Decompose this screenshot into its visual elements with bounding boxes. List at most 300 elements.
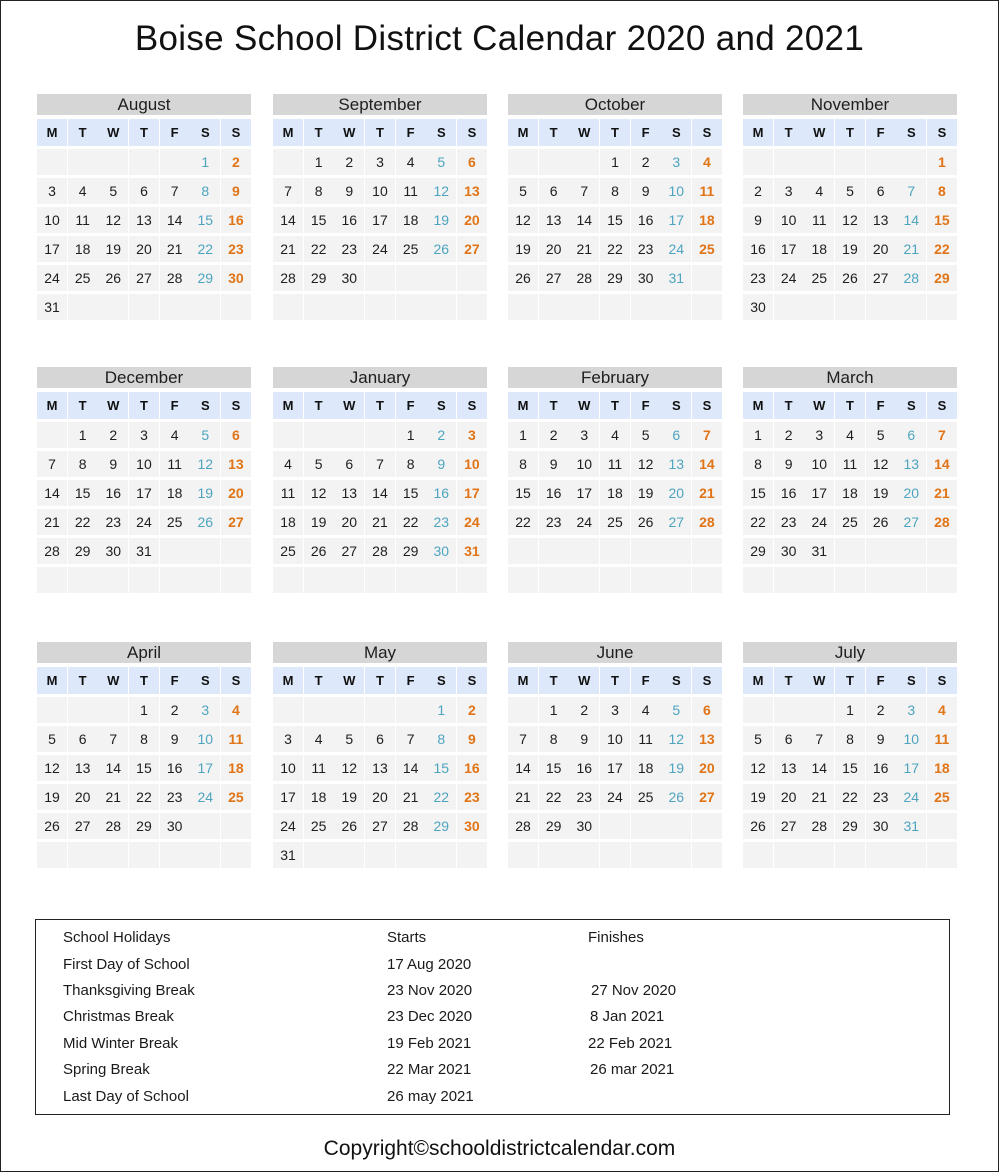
empty-day-cell: [539, 149, 569, 175]
empty-day-cell: [457, 294, 487, 320]
weekday-header: W: [804, 392, 834, 419]
day-cell: 31: [129, 538, 159, 564]
day-cell: 12: [37, 755, 67, 781]
weekday-header: M: [508, 119, 538, 146]
day-cell: 6: [365, 726, 395, 752]
day-cell: 19: [866, 480, 896, 506]
holiday-name: Mid Winter Break: [63, 1035, 179, 1052]
weekday-header: S: [457, 119, 487, 146]
day-cell: 28: [927, 509, 957, 535]
day-cell: 22: [396, 509, 426, 535]
day-cell: 16: [866, 755, 896, 781]
day-cell: 1: [304, 149, 334, 175]
day-cell: 26: [304, 538, 334, 564]
weekday-header: M: [743, 667, 773, 694]
day-cell: 25: [692, 236, 722, 262]
day-cell: 28: [273, 265, 303, 291]
empty-day-cell: [569, 538, 599, 564]
day-cell: 6: [334, 451, 364, 477]
day-cell: 5: [304, 451, 334, 477]
day-cell: 20: [661, 480, 691, 506]
holidays-header-row: [36, 929, 949, 949]
day-cell: 3: [661, 149, 691, 175]
day-cell: 13: [661, 451, 691, 477]
empty-day-cell: [631, 538, 661, 564]
empty-day-cell: [927, 813, 957, 839]
day-cell: 23: [743, 265, 773, 291]
day-cell: 6: [866, 178, 896, 204]
empty-day-cell: [508, 149, 538, 175]
holiday-starts: 26 may 2021: [387, 1088, 474, 1105]
empty-day-cell: [98, 842, 128, 868]
empty-day-cell: [692, 294, 722, 320]
day-cell: 22: [304, 236, 334, 262]
day-cell: 27: [774, 813, 804, 839]
weekday-header: T: [129, 667, 159, 694]
weekday-header: S: [692, 119, 722, 146]
empty-day-cell: [631, 813, 661, 839]
day-cell: 10: [129, 451, 159, 477]
holiday-name: Thanksgiving Break: [63, 982, 195, 999]
day-cell: 17: [804, 480, 834, 506]
day-cell: 9: [743, 207, 773, 233]
weekday-header: T: [304, 667, 334, 694]
day-cell: 27: [866, 265, 896, 291]
empty-day-cell: [927, 538, 957, 564]
day-cell: 21: [396, 784, 426, 810]
holiday-row: [36, 982, 949, 1002]
month-grid: [743, 667, 957, 868]
day-cell: 21: [365, 509, 395, 535]
day-cell: 30: [457, 813, 487, 839]
holiday-starts: 23 Nov 2020: [387, 982, 473, 999]
day-cell: 23: [539, 509, 569, 535]
day-cell: 22: [539, 784, 569, 810]
empty-day-cell: [221, 842, 251, 868]
day-cell: 16: [631, 207, 661, 233]
empty-day-cell: [692, 842, 722, 868]
weekday-header: S: [426, 392, 456, 419]
day-cell: 9: [774, 451, 804, 477]
weekday-header: M: [37, 392, 67, 419]
day-cell: 18: [631, 755, 661, 781]
day-cell: 15: [835, 755, 865, 781]
day-cell: 18: [804, 236, 834, 262]
weekday-header: S: [190, 667, 220, 694]
empty-day-cell: [600, 294, 630, 320]
empty-day-cell: [457, 567, 487, 593]
weekday-header: T: [365, 119, 395, 146]
day-cell: 13: [896, 451, 926, 477]
day-cell: 5: [334, 726, 364, 752]
day-cell: 8: [539, 726, 569, 752]
day-cell: 4: [304, 726, 334, 752]
day-cell: 28: [365, 538, 395, 564]
day-cell: 5: [508, 178, 538, 204]
day-cell: 27: [661, 509, 691, 535]
day-cell: 25: [804, 265, 834, 291]
day-cell: 3: [457, 422, 487, 448]
day-cell: 10: [457, 451, 487, 477]
empty-day-cell: [304, 697, 334, 723]
page-title: Boise School District Calendar 2020 and 2021: [134, 19, 865, 58]
empty-day-cell: [304, 422, 334, 448]
empty-day-cell: [539, 842, 569, 868]
day-cell: 29: [396, 538, 426, 564]
day-cell: 29: [304, 265, 334, 291]
day-cell: 25: [221, 784, 251, 810]
weekday-header: M: [273, 119, 303, 146]
weekday-header: T: [129, 119, 159, 146]
day-cell: 6: [692, 697, 722, 723]
day-cell: 31: [457, 538, 487, 564]
day-cell: 19: [835, 236, 865, 262]
day-cell: 14: [896, 207, 926, 233]
day-cell: 26: [190, 509, 220, 535]
day-cell: 25: [396, 236, 426, 262]
day-cell: 20: [539, 236, 569, 262]
day-cell: 19: [661, 755, 691, 781]
empty-day-cell: [365, 842, 395, 868]
day-cell: 2: [539, 422, 569, 448]
day-cell: 23: [569, 784, 599, 810]
weekday-header: T: [68, 667, 98, 694]
day-cell: 20: [866, 236, 896, 262]
day-cell: 13: [68, 755, 98, 781]
empty-day-cell: [774, 697, 804, 723]
day-cell: 19: [98, 236, 128, 262]
day-cell: 23: [774, 509, 804, 535]
day-cell: 15: [396, 480, 426, 506]
day-cell: 5: [98, 178, 128, 204]
day-cell: 15: [539, 755, 569, 781]
day-cell: 11: [927, 726, 957, 752]
holiday-starts: 23 Dec 2020: [387, 1008, 473, 1025]
day-cell: 7: [273, 178, 303, 204]
day-cell: 28: [508, 813, 538, 839]
month-name: May: [273, 642, 487, 663]
day-cell: 12: [508, 207, 538, 233]
day-cell: 29: [539, 813, 569, 839]
day-cell: 26: [334, 813, 364, 839]
empty-day-cell: [426, 567, 456, 593]
weekday-header: F: [160, 392, 190, 419]
empty-day-cell: [743, 567, 773, 593]
day-cell: 21: [569, 236, 599, 262]
day-cell: 8: [600, 178, 630, 204]
day-cell: 3: [129, 422, 159, 448]
empty-day-cell: [68, 697, 98, 723]
month-calendar: [273, 94, 487, 320]
empty-day-cell: [160, 149, 190, 175]
day-cell: 8: [426, 726, 456, 752]
day-cell: 27: [539, 265, 569, 291]
weekday-header: T: [835, 392, 865, 419]
day-cell: 28: [692, 509, 722, 535]
day-cell: 5: [190, 422, 220, 448]
empty-day-cell: [661, 294, 691, 320]
day-cell: 1: [743, 422, 773, 448]
day-cell: 25: [600, 509, 630, 535]
day-cell: 16: [160, 755, 190, 781]
day-cell: 5: [37, 726, 67, 752]
day-cell: 23: [631, 236, 661, 262]
day-cell: 16: [334, 207, 364, 233]
empty-day-cell: [273, 149, 303, 175]
day-cell: 14: [273, 207, 303, 233]
day-cell: 2: [160, 697, 190, 723]
day-cell: 25: [160, 509, 190, 535]
month-name: September: [273, 94, 487, 115]
month-calendar: [37, 642, 251, 868]
empty-day-cell: [774, 842, 804, 868]
day-cell: 7: [37, 451, 67, 477]
day-cell: 27: [692, 784, 722, 810]
day-cell: 1: [190, 149, 220, 175]
day-cell: 24: [457, 509, 487, 535]
empty-day-cell: [508, 842, 538, 868]
empty-day-cell: [896, 294, 926, 320]
weekday-header: W: [334, 667, 364, 694]
day-cell: 15: [743, 480, 773, 506]
day-cell: 16: [457, 755, 487, 781]
weekday-header: S: [927, 392, 957, 419]
holiday-starts: 22 Mar 2021: [387, 1061, 472, 1078]
weekday-header: W: [569, 667, 599, 694]
day-cell: 18: [692, 207, 722, 233]
day-cell: 14: [569, 207, 599, 233]
day-cell: 9: [426, 451, 456, 477]
day-cell: 25: [304, 813, 334, 839]
day-cell: 7: [508, 726, 538, 752]
empty-day-cell: [804, 294, 834, 320]
day-cell: 31: [661, 265, 691, 291]
holidays-header-name: School Holidays: [63, 929, 171, 946]
empty-day-cell: [334, 422, 364, 448]
day-cell: 6: [221, 422, 251, 448]
day-cell: 15: [600, 207, 630, 233]
day-cell: 26: [37, 813, 67, 839]
day-cell: 11: [692, 178, 722, 204]
empty-day-cell: [631, 294, 661, 320]
day-cell: 28: [569, 265, 599, 291]
day-cell: 7: [98, 726, 128, 752]
empty-day-cell: [190, 813, 220, 839]
month-grid: [273, 667, 487, 868]
weekday-header: T: [129, 392, 159, 419]
month-calendar: [273, 367, 487, 593]
day-cell: 21: [804, 784, 834, 810]
day-cell: 31: [896, 813, 926, 839]
weekday-header: F: [866, 119, 896, 146]
day-cell: 23: [98, 509, 128, 535]
month-calendar: [508, 642, 722, 868]
day-cell: 4: [396, 149, 426, 175]
empty-day-cell: [508, 294, 538, 320]
day-cell: 5: [426, 149, 456, 175]
day-cell: 30: [221, 265, 251, 291]
weekday-header: M: [508, 667, 538, 694]
day-cell: 14: [37, 480, 67, 506]
weekday-header: S: [692, 392, 722, 419]
day-cell: 30: [774, 538, 804, 564]
weekday-header: W: [334, 392, 364, 419]
month-grid: [37, 392, 251, 593]
day-cell: 20: [692, 755, 722, 781]
day-cell: 10: [190, 726, 220, 752]
empty-day-cell: [631, 842, 661, 868]
day-cell: 17: [600, 755, 630, 781]
day-cell: 15: [426, 755, 456, 781]
day-cell: 2: [631, 149, 661, 175]
empty-day-cell: [129, 567, 159, 593]
weekday-header: S: [221, 667, 251, 694]
weekday-header: S: [661, 392, 691, 419]
day-cell: 29: [600, 265, 630, 291]
day-cell: 23: [866, 784, 896, 810]
day-cell: 13: [866, 207, 896, 233]
day-cell: 27: [68, 813, 98, 839]
day-cell: 22: [190, 236, 220, 262]
empty-day-cell: [98, 567, 128, 593]
month-calendar: [743, 94, 957, 320]
month-grid: [743, 119, 957, 320]
empty-day-cell: [129, 294, 159, 320]
day-cell: 21: [927, 480, 957, 506]
weekday-header: T: [68, 119, 98, 146]
empty-day-cell: [866, 842, 896, 868]
holiday-starts: 19 Feb 2021: [387, 1035, 472, 1052]
day-cell: 27: [334, 538, 364, 564]
day-cell: 11: [273, 480, 303, 506]
day-cell: 29: [927, 265, 957, 291]
empty-day-cell: [273, 567, 303, 593]
day-cell: 26: [98, 265, 128, 291]
empty-day-cell: [396, 567, 426, 593]
day-cell: 18: [160, 480, 190, 506]
weekday-header: F: [160, 119, 190, 146]
day-cell: 10: [600, 726, 630, 752]
weekday-header: F: [396, 667, 426, 694]
empty-day-cell: [661, 813, 691, 839]
empty-day-cell: [365, 697, 395, 723]
empty-day-cell: [692, 567, 722, 593]
weekday-header: S: [457, 667, 487, 694]
month-calendar: [37, 94, 251, 320]
day-cell: 20: [365, 784, 395, 810]
empty-day-cell: [743, 697, 773, 723]
day-cell: 28: [896, 265, 926, 291]
day-cell: 9: [221, 178, 251, 204]
weekday-header: S: [457, 392, 487, 419]
weekday-header: T: [304, 119, 334, 146]
weekday-header: F: [631, 667, 661, 694]
day-cell: 25: [927, 784, 957, 810]
empty-day-cell: [160, 538, 190, 564]
day-cell: 14: [804, 755, 834, 781]
day-cell: 14: [508, 755, 538, 781]
weekday-header: M: [273, 392, 303, 419]
day-cell: 4: [160, 422, 190, 448]
day-cell: 19: [426, 207, 456, 233]
weekday-header: F: [631, 119, 661, 146]
empty-day-cell: [129, 149, 159, 175]
day-cell: 21: [273, 236, 303, 262]
day-cell: 31: [804, 538, 834, 564]
day-cell: 19: [190, 480, 220, 506]
day-cell: 23: [221, 236, 251, 262]
day-cell: 6: [539, 178, 569, 204]
empty-day-cell: [190, 294, 220, 320]
empty-day-cell: [539, 538, 569, 564]
holiday-finishes: 22 Feb 2021: [588, 1035, 673, 1052]
day-cell: 24: [896, 784, 926, 810]
day-cell: 8: [190, 178, 220, 204]
empty-day-cell: [692, 538, 722, 564]
day-cell: 28: [37, 538, 67, 564]
empty-day-cell: [896, 842, 926, 868]
holiday-name: Christmas Break: [63, 1008, 174, 1025]
month-name: June: [508, 642, 722, 663]
day-cell: 11: [835, 451, 865, 477]
day-cell: 18: [600, 480, 630, 506]
holidays-table: [35, 919, 950, 1115]
day-cell: 8: [508, 451, 538, 477]
empty-day-cell: [304, 294, 334, 320]
month-grid: [508, 119, 722, 320]
day-cell: 28: [396, 813, 426, 839]
empty-day-cell: [661, 842, 691, 868]
day-cell: 8: [396, 451, 426, 477]
day-cell: 12: [334, 755, 364, 781]
day-cell: 14: [396, 755, 426, 781]
weekday-header: T: [304, 392, 334, 419]
day-cell: 31: [37, 294, 67, 320]
day-cell: 20: [334, 509, 364, 535]
empty-day-cell: [273, 422, 303, 448]
day-cell: 13: [539, 207, 569, 233]
weekday-header: W: [334, 119, 364, 146]
empty-day-cell: [927, 294, 957, 320]
month-calendar: [743, 642, 957, 868]
empty-day-cell: [37, 422, 67, 448]
day-cell: 1: [600, 149, 630, 175]
day-cell: 12: [743, 755, 773, 781]
day-cell: 3: [896, 697, 926, 723]
day-cell: 11: [804, 207, 834, 233]
day-cell: 14: [98, 755, 128, 781]
empty-day-cell: [190, 538, 220, 564]
day-cell: 29: [426, 813, 456, 839]
empty-day-cell: [334, 697, 364, 723]
day-cell: 21: [160, 236, 190, 262]
day-cell: 21: [692, 480, 722, 506]
empty-day-cell: [661, 567, 691, 593]
empty-day-cell: [774, 567, 804, 593]
month-calendar: [37, 367, 251, 593]
day-cell: 11: [160, 451, 190, 477]
empty-day-cell: [68, 842, 98, 868]
day-cell: 10: [896, 726, 926, 752]
weekday-header: W: [569, 119, 599, 146]
day-cell: 13: [457, 178, 487, 204]
empty-day-cell: [221, 538, 251, 564]
day-cell: 30: [631, 265, 661, 291]
day-cell: 7: [160, 178, 190, 204]
day-cell: 8: [68, 451, 98, 477]
empty-day-cell: [426, 842, 456, 868]
empty-day-cell: [866, 294, 896, 320]
